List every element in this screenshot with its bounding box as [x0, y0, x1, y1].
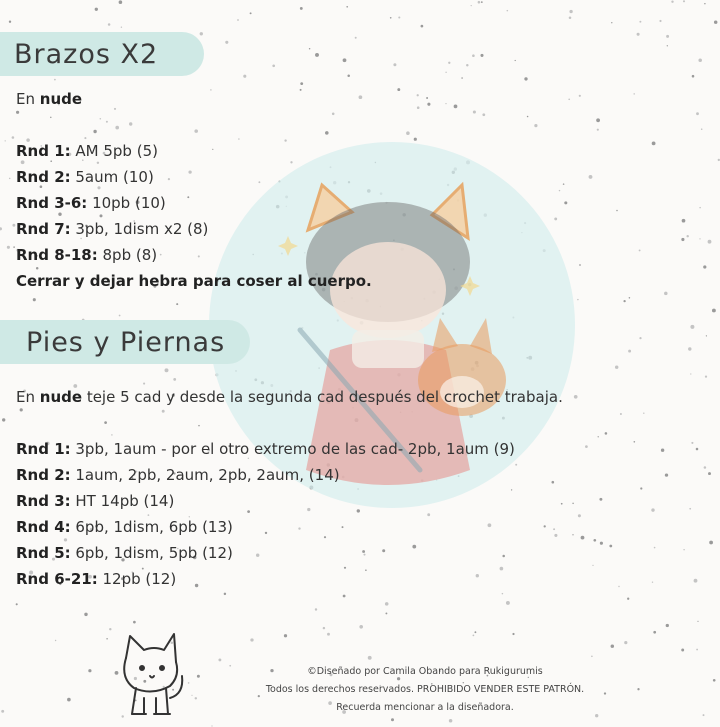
round-line — [16, 440, 515, 458]
round-line — [16, 492, 174, 510]
round-line — [16, 466, 340, 484]
round-label: Rnd 5: — [16, 544, 71, 562]
closing-text: Cerrar y dejar hebra para coser al cuerpo. — [16, 272, 372, 290]
round-text: 6pb, 1dism, 5pb (12) — [70, 544, 233, 562]
round-label: Rnd 6-21: — [16, 570, 98, 588]
round-label: Rnd 8-18: — [16, 246, 98, 264]
section-title: Brazos X2 — [14, 38, 159, 70]
round-text: 5aum (10) — [70, 168, 154, 186]
round-label: Rnd 3: — [16, 492, 71, 510]
intro-rest: teje 5 cad y desde la segunda cad después del crochet trabaja. — [82, 388, 563, 406]
round-text: 3pb, 1aum - por el otro extremo de las cad- 2pb, 1aum (9) — [70, 440, 515, 458]
round-line — [16, 570, 176, 588]
round-label: Rnd 2: — [16, 466, 71, 484]
round-text: 3pb, 1dism x2 (8) — [70, 220, 209, 238]
round-text: 6pb, 1dism, 6pb (13) — [70, 518, 233, 536]
intro-prefix: En — [16, 388, 35, 406]
round-label: Rnd 1: — [16, 142, 71, 160]
round-line — [16, 194, 166, 212]
round-text: AM 5pb (5) — [70, 142, 158, 160]
round-label: Rnd 2: — [16, 168, 71, 186]
intro-color: nude — [39, 90, 83, 108]
intro-line — [16, 388, 563, 406]
round-text: 12pb (12) — [97, 570, 177, 588]
round-text: 10pb (10) — [87, 194, 166, 212]
footer-credit: ©Diseñado por Camila Obando para Rukigurumis — [307, 666, 543, 677]
round-label: Rnd 1: — [16, 440, 71, 458]
round-text: 8pb (8) — [97, 246, 158, 264]
section-title-banner-pies — [0, 320, 250, 364]
round-line — [16, 142, 158, 160]
round-line — [16, 246, 157, 264]
round-label: Rnd 4: — [16, 518, 71, 536]
round-line — [16, 518, 233, 536]
round-text: 1aum, 2pb, 2aum, 2pb, 2aum, (14) — [70, 466, 340, 484]
closing-line — [16, 272, 372, 290]
round-label: Rnd 3-6: — [16, 194, 88, 212]
intro-color: nude — [39, 388, 83, 406]
section-title-banner-brazos — [0, 32, 204, 76]
footer-rights: Todos los derechos reservados. PROHIBIDO VENDER ESTE PATRÓN. — [265, 684, 585, 695]
round-line — [16, 544, 233, 562]
intro-line — [16, 90, 82, 108]
section-title: Pies y Piernas — [26, 326, 226, 358]
round-text: HT 14pb (14) — [70, 492, 175, 510]
round-line — [16, 220, 208, 238]
footer-mention: Recuerda mencionar a la diseñadora. — [336, 702, 514, 713]
intro-prefix: En — [16, 90, 35, 108]
round-line — [16, 168, 154, 186]
round-label: Rnd 7: — [16, 220, 71, 238]
